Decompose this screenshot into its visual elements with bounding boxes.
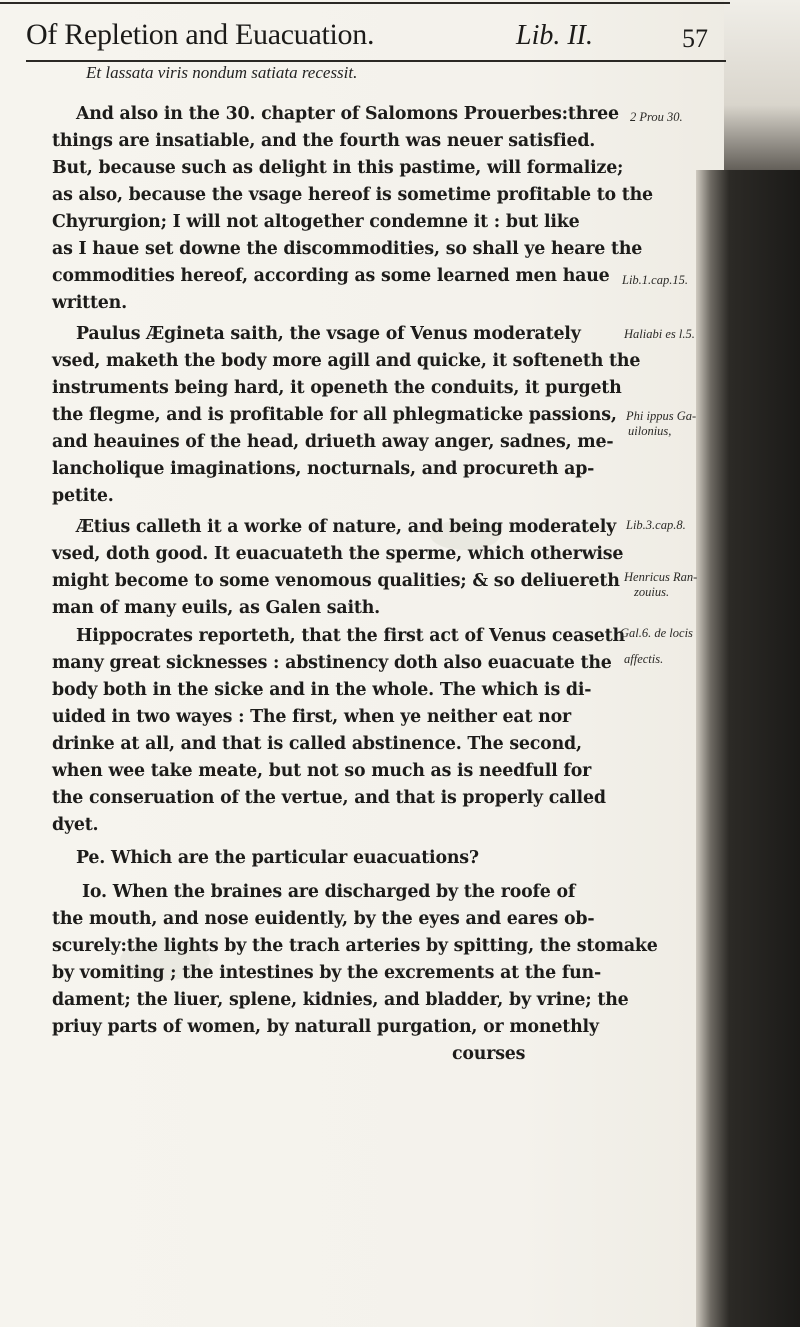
text-line: lancholique imaginations, nocturnals, and procureth ap-: [52, 459, 595, 479]
text-line: dyet.: [52, 815, 99, 835]
running-header: [26, 18, 726, 58]
margin-note: uilonius,: [628, 424, 672, 438]
text-line: as also, because the vsage hereof is sometime profitable to the: [52, 185, 653, 205]
margin-note: 2 Prou 30.: [630, 110, 683, 124]
book-number: Lib. II.: [516, 20, 593, 51]
text-line: Pe. Which are the particular euacuations?: [76, 848, 479, 868]
margin-note: Phi ippus Ga-: [626, 409, 697, 423]
text-line: as I haue set downe the discommodities, so shall ye heare the: [52, 239, 643, 259]
text-line: instruments being hard, it openeth the conduits, it purgeth: [52, 378, 622, 398]
epigraph: Et lassata viris nondum satiata recessit.: [86, 63, 358, 82]
binding-shadow-top: [724, 0, 800, 175]
text-line: vsed, doth good. It euacuateth the sperme, which otherwise: [52, 544, 624, 564]
text-line: Hippocrates reporteth, that the first act of Venus ceaseth: [76, 626, 625, 646]
text-line: might become to some venomous qualities; & so deliuereth: [52, 571, 620, 591]
running-title: Of Repletion and Euacuation.: [26, 18, 375, 51]
text-line: And also in the 30. chapter of Salomons Prouerbes:three: [76, 104, 619, 124]
text-line: things are insatiable, and the fourth was neuer satisfied.: [52, 131, 596, 151]
text-line: petite.: [52, 486, 114, 506]
margin-note: Lib.1.cap.15.: [622, 273, 688, 287]
text-line: the conseruation of the vertue, and that is properly called: [52, 788, 606, 808]
text-line: commodities hereof, according as some learned men haue: [52, 266, 610, 286]
text-line: many great sicknesses : abstinency doth also euacuate the: [52, 653, 612, 673]
margin-note: zouius.: [634, 585, 670, 599]
text-line: written.: [52, 293, 127, 313]
text-line: the mouth, and nose euidently, by the eyes and eares ob-: [52, 909, 595, 929]
margin-note: Haliabi es l.5.: [624, 327, 695, 341]
margin-note: Henricus Ran-: [624, 570, 698, 584]
top-rule: [0, 2, 730, 4]
text-line: dament; the liuer, splene, kidnies, and bladder, by vrine; the: [52, 990, 629, 1010]
text-line: Ætius calleth it a worke of nature, and being moderately: [76, 517, 617, 537]
margin-note: Lib.3.cap.8.: [626, 518, 686, 532]
text-line: Chyrurgion; I will not altogether condemne it : but like: [52, 212, 580, 232]
binding-shadow: [696, 170, 800, 1327]
text-line: Paulus Ægineta saith, the vsage of Venus moderately: [76, 324, 581, 344]
text-line: man of many euils, as Galen saith.: [52, 598, 380, 618]
text-line: But, because such as delight in this pastime, will formalize;: [52, 158, 624, 178]
text-line: when wee take meate, but not so much as is needfull for: [52, 761, 592, 781]
text-line: by vomiting ; the intestines by the excrements at the fun-: [52, 963, 602, 983]
header-rule: [26, 60, 726, 62]
page-number: 57: [682, 24, 708, 53]
margin-note: affectis.: [624, 652, 664, 666]
text-line: the flegme, and is profitable for all phlegmaticke passions,: [52, 405, 617, 425]
catchword: courses: [452, 1044, 526, 1064]
text-line: vsed, maketh the body more agill and quicke, it softeneth the: [52, 351, 641, 371]
text-line: body both in the sicke and in the whole. The which is di-: [52, 680, 592, 700]
text-line: priuy parts of women, by naturall purgation, or monethly: [52, 1017, 599, 1037]
text-line: and heauines of the head, driueth away anger, sadnes, me-: [52, 432, 614, 452]
text-line: uided in two wayes : The first, when ye neither eat nor: [52, 707, 571, 727]
margin-note: Gal.6. de locis: [620, 626, 693, 640]
text-line: scurely:the lights by the trach arteries by spitting, the stomake: [52, 936, 658, 956]
text-line: Io. When the braines are discharged by the roofe of: [82, 882, 576, 902]
text-line: drinke at all, and that is called abstinence. The second,: [52, 734, 582, 754]
